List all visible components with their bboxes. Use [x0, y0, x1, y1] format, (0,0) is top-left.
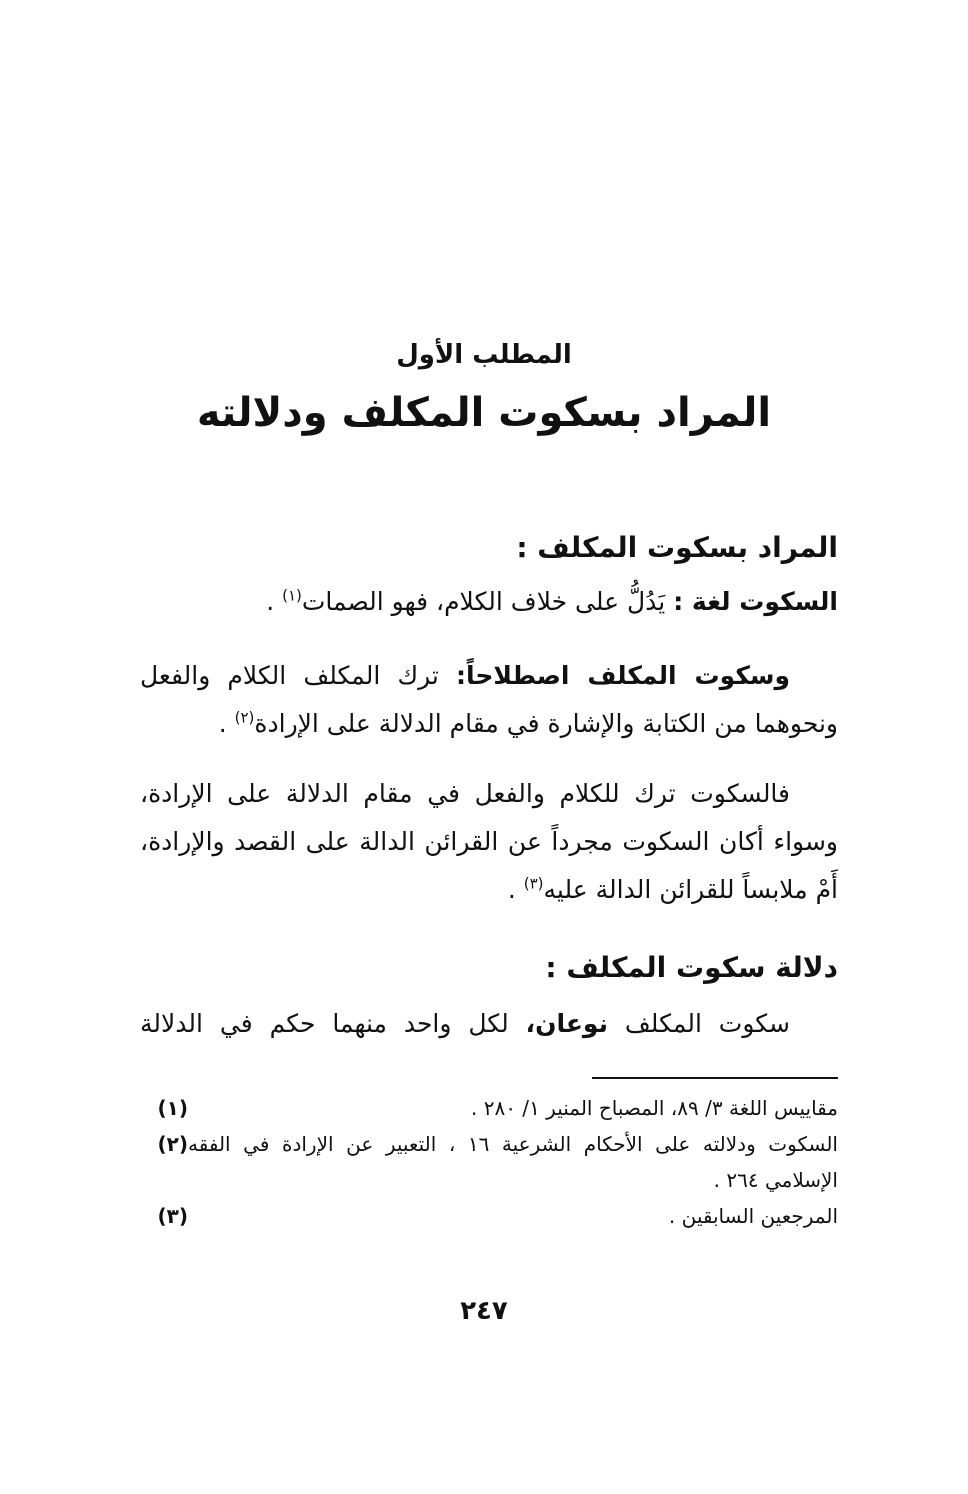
paragraph-linguistic [140, 578, 886, 626]
section-indication [140, 944, 838, 992]
footnote-ref[interactable]: (٣) [523, 874, 544, 893]
paragraph-text: ترك المكلف الكلام والفعل ونحوهما من الكتابة والإشارة في مقام الدلالة على الإرادة [140, 661, 838, 738]
footnote-ref[interactable]: (١) [282, 586, 302, 605]
footnote-text: مقاييس اللغة ٣/ ٨٩، المصباح المنير ١/ ٢٨٠ . [471, 1096, 838, 1120]
chapter-title: المراد بسكوت المكلف ودلالته [196, 390, 772, 436]
footnote-item [140, 1090, 838, 1126]
footnote-item [140, 1126, 838, 1198]
paragraph-text: سكوت المكلف [608, 1009, 791, 1038]
paragraph-end: . [507, 875, 524, 904]
paragraph-text: يَدُلُّ على خلاف الكلام، فهو الصمات [301, 587, 674, 616]
footnotes [140, 1090, 838, 1234]
footnote-number: (٢) [157, 1132, 188, 1156]
paragraph-text: لكل واحد منهما حكم في الدلالة [140, 1009, 526, 1038]
footnote-text: المرجعين السابقين . [668, 1204, 838, 1228]
paragraph-types [140, 1000, 838, 1048]
paragraph-end: . [218, 709, 235, 738]
paragraph-technical [140, 652, 838, 748]
footnote-number: (٣) [157, 1204, 188, 1228]
footnote-separator [592, 1077, 838, 1079]
term-two-types: نوعان، [525, 1009, 608, 1038]
paragraph-explanation [140, 770, 838, 914]
section-heading-indication: دلالة سكوت المكلف : [545, 951, 838, 984]
chapter-subtitle: المطلب الأول [396, 340, 572, 370]
paragraph-end: . [266, 587, 283, 616]
term-linguistic: السكوت لغة : [673, 587, 838, 616]
footnote-text: السكوت ودلالته على الأحكام الشرعية ١٦ ، التعبير عن الإرادة في الفقه الإسلامي ٢٦٤ . [188, 1132, 838, 1192]
footnote-item [140, 1198, 838, 1234]
section-heading-definition: المراد بسكوت المكلف : [516, 531, 838, 564]
footnote-ref[interactable]: (٢) [234, 708, 255, 727]
section-definition [140, 524, 838, 572]
paragraph-text: فالسكوت ترك للكلام والفعل في مقام الدلالة على الإرادة، وسواء أكان السكوت مجرداً عن القرائن الدالة على القصد والإرادة، أَمْ ملابساً للقرائن الدالة عليه [140, 779, 838, 904]
term-technical: وسكوت المكلف اصطلاحاً: [456, 661, 790, 690]
page-number: ٢٤٧ [460, 1296, 508, 1326]
footnote-number: (١) [157, 1096, 188, 1120]
